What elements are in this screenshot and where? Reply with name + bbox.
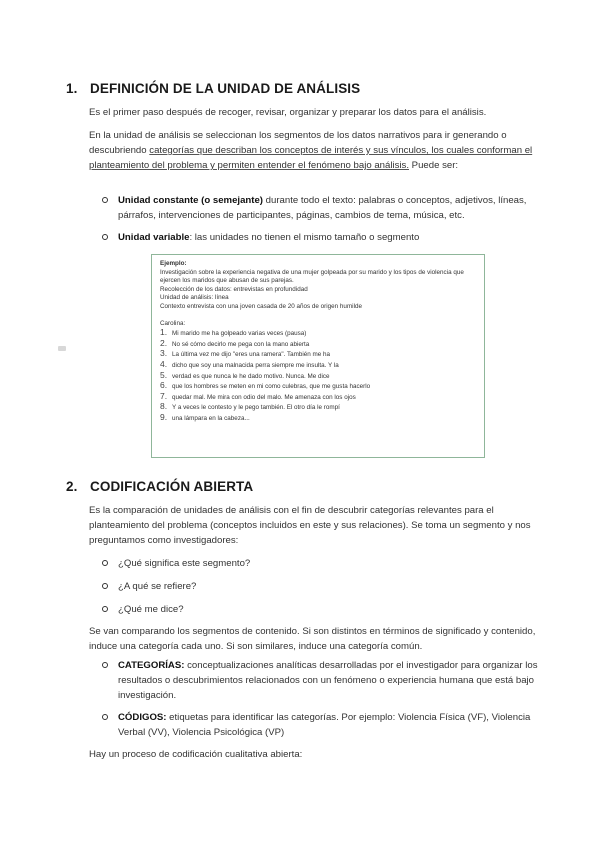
section-1-heading: [66, 81, 360, 96]
example-line: 8. Y a veces le contesto y le pego también. El otro día le rompí: [160, 401, 340, 412]
question-text: ¿A qué se refiere?: [118, 581, 197, 592]
bullet-term: CÓDIGOS:: [118, 712, 167, 723]
bullet-icon: [102, 560, 108, 566]
bullet-text: : las unidades no tienen el mismo tamaño o segmento: [189, 232, 420, 243]
bullet-term: Unidad variable: [118, 232, 190, 243]
example-title: Ejemplo:: [160, 260, 187, 267]
bullet-text: conceptualizaciones analíticas desarrolladas por el investigador para organizar los resultados o descubrimientos relacionados con un fenómeno o experiencia humana que está bajo investigación.: [118, 660, 538, 701]
example-description: Investigación sobre la experiencia negativa de una mujer golpeada por su marido y los tipos de violencia que ejercen los maridos que abusan de sus parejas.: [160, 268, 464, 285]
example-box: [151, 254, 485, 458]
example-line: 5. verdad es que nunca le he dado motivo. Nunca. Me dice: [160, 369, 330, 380]
section-2-number: 2.: [66, 479, 78, 494]
bullet-text: durante todo el texto: palabras o conceptos, adjetivos, líneas, párrafos, intervenciones de participantes, páginas, cambios de tema, música, etc.: [118, 195, 527, 221]
list-item: [100, 230, 545, 245]
section-1-title: DEFINICIÓN DE LA UNIDAD DE ANÁLISIS: [90, 81, 361, 96]
example-line: 6. que los hombres se meten en mi como culebras, que me gusta hacerlo: [160, 380, 371, 391]
example-speaker: Carolina:: [160, 319, 186, 327]
margin-marker-icon: [58, 346, 66, 351]
section-2-title: CODIFICACIÓN ABIERTA: [90, 479, 254, 494]
list-item: [100, 710, 545, 740]
question-text: ¿Qué significa este segmento?: [118, 558, 251, 569]
list-item: [100, 579, 545, 594]
example-line: 3. La última vez me dijo "eres una ramera". También me ha: [160, 348, 331, 359]
list-item: [100, 556, 545, 571]
bullet-icon: [102, 662, 108, 668]
example-line: 2. No sé cómo decirlo me pega con la mano abierta: [160, 337, 310, 348]
bullet-icon: [102, 583, 108, 589]
section-2-definition-list: [100, 658, 545, 740]
section-1-paragraph-2-end: Puede ser:: [409, 160, 459, 171]
section-2-question-list: [100, 556, 545, 617]
section-1-paragraph-2-underlined: categorías que describan los conceptos de interés y sus vínculos, los cuales conforman el planteamiento del problema y permiten entender el fenómeno bajo análisis.: [89, 145, 533, 171]
bullet-icon: [102, 606, 108, 612]
section-2-paragraph-3: Hay un proceso de codificación cualitativa abierta:: [89, 749, 303, 760]
bullet-term: CATEGORÍAS:: [118, 660, 185, 671]
section-2-paragraph-2: Se van comparando los segmentos de contenido. Si son distintos en términos de significado y contenido, induce una categoría cada uno. Si son similares, induce una categoría común.: [89, 626, 536, 652]
section-2-heading: [66, 479, 253, 494]
example-unit: Unidad de análisis: línea: [160, 294, 229, 302]
example-line: 4. dicho que soy una malnacida perra siempre me insulta. Y la: [160, 358, 339, 369]
section-1-paragraph-1: Es el primer paso después de recoger, revisar, organizar y preparar los datos para el análisis.: [89, 107, 487, 118]
list-item: [100, 193, 545, 223]
section-1-bullet-list: [100, 193, 545, 245]
bullet-term: Unidad constante (o semejante): [118, 195, 263, 206]
example-line: 7. quedar mal. Me mira con odio del malo. Me amenaza con los ojos: [160, 390, 356, 401]
list-item: [100, 658, 545, 703]
bullet-icon: [102, 714, 108, 720]
bullet-icon: [102, 197, 108, 203]
list-item: [100, 602, 545, 617]
section-1-paragraph-2: [89, 128, 541, 173]
example-collection: Recolección de los datos: entrevistas en profundidad: [160, 285, 308, 293]
example-context: Contexto entrevista con una joven casada de 20 años de origen humilde: [160, 302, 362, 310]
example-line: 9. una lámpara en la cabeza...: [160, 411, 250, 422]
section-2-paragraph-1: Es la comparación de unidades de análisis con el fin de descubrir categorías relevantes para el planteamiento del problema (conceptos incluidos en este y sus relaciones). Se toma un segmento y nos preguntamos como investigadores:: [89, 505, 531, 546]
bullet-icon: [102, 234, 108, 240]
bullet-text: etiquetas para identificar las categorías. Por ejemplo: Violencia Física (VF), Violencia Verbal (VV), Violencia Psicológica (VP): [118, 712, 531, 738]
section-1-number: 1.: [66, 81, 78, 96]
question-text: ¿Qué me dice?: [118, 604, 184, 615]
section-1-paragraph-2-start: En la unidad de análisis se seleccionan los segmentos de los datos narrativos para ir generando o descubriendo: [89, 130, 507, 156]
example-line: 1. Mi marido me ha golpeado varias veces (pausa): [160, 327, 307, 338]
